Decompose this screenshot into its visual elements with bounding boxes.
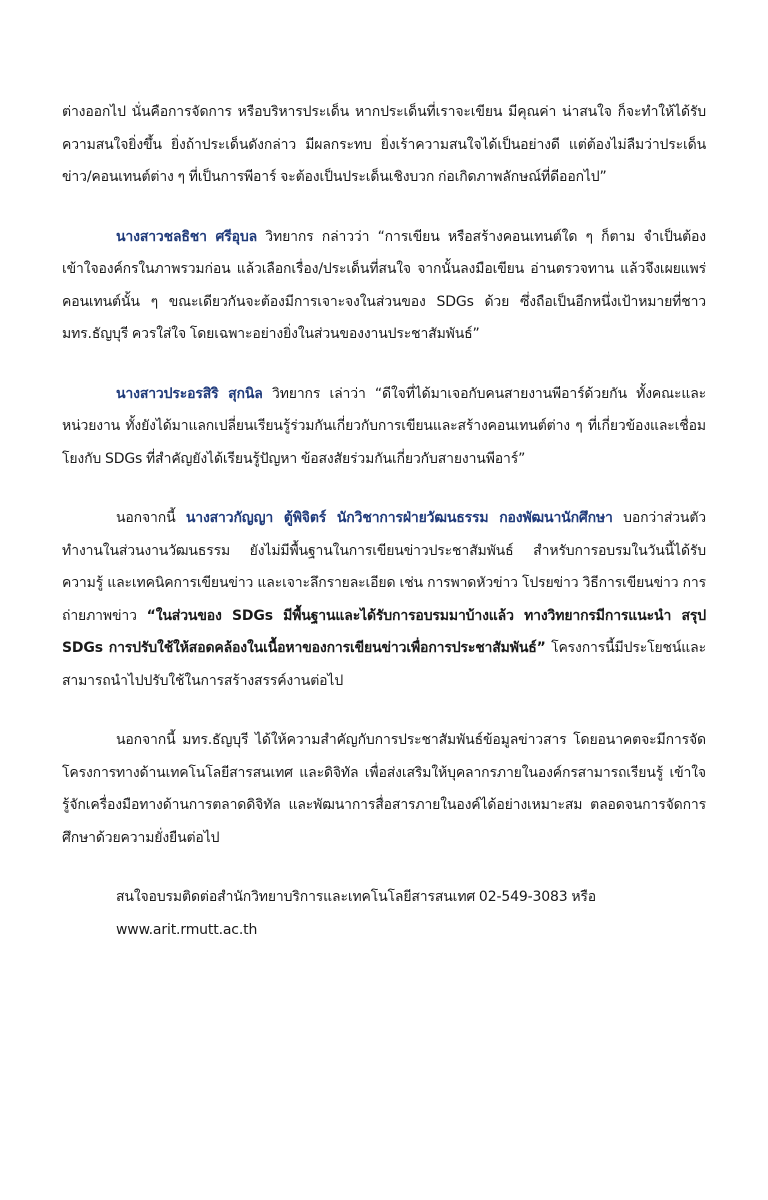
paragraph-2-text: วิทยากร กล่าวว่า “การเขียน หรือสร้างคอนเทนต์ใด ๆ ก็ตาม จำเป็นต้องเข้าใจองค์กรในภาพรวมก่อน แล้วเลือกเรื่อง/ประเด็นที่สนใจ จากนั้นลงมือเขียน อ่านตรวจทาน แล้วจึงเผยแพร่คอนเทนต์นั้น ๆ ขณะเดียวกันจะต้องมีการเจาะจงในส่วนของ SDGs ด้วย ซึ่งถือเป็นอีกหนึ่งเป้าหมายที่ชาว มทร.ธัญบุรี ควรใส่ใจ โดยเฉพาะอย่างยิ่งในส่วนของงานประชาสัมพันธ์” bbox=[62, 228, 706, 342]
speaker-name: นางสาวประอรสิริ สุกนิล bbox=[116, 385, 263, 402]
paragraph-1 bbox=[62, 96, 706, 194]
contact-text: สนใจอบรมติดต่อสำนักวิทยาบริการและเทคโนโลยีสารสนเทศ 02-549-3083 หรือ www.arit.rmutt.ac.th bbox=[116, 889, 597, 938]
participant-name: นางสาวกัญญา ตู้พิจิตร์ นักวิชาการฝ่ายวัฒนธรรม กองพัฒนานักศึกษา bbox=[185, 510, 613, 526]
paragraph-4 bbox=[62, 502, 706, 697]
paragraph-2 bbox=[62, 221, 706, 351]
paragraph-3 bbox=[62, 378, 706, 476]
paragraph-3-text: วิทยากร เล่าว่า “ดีใจที่ได้มาเจอกับคนสายงานพีอาร์ด้วยกัน ทั้งคณะและหน่วยงาน ทั้งยังได้มาแลกเปลี่ยนเรียนรู้ร่วมกันเกี่ยวกับการเขียนและสร้างคอนเทนต์ต่าง ๆ ที่เกี่ยวข้องและเชื่อมโยงกับ SDGs ที่สำคัญยังได้เรียนรู้ปัญหา ข้อสงสัยร่วมกันเกี่ยวกับสายงานพีอาร์” bbox=[62, 385, 706, 467]
speaker-name: นางสาวชลธิชา ศรีอุบล bbox=[116, 228, 258, 245]
contact-line bbox=[62, 881, 706, 946]
paragraph-5-text: นอกจากนี้ มทร.ธัญบุรี ได้ให้ความสำคัญกับการประชาสัมพันธ์ข้อมูลข่าวสาร โดยอนาคตจะมีการจัดโครงการทางด้านเทคโนโลยีสารสนเทศ และดิจิทัล เพื่อส่งเสริมให้บุคลากรภายในองค์กรสามารถเรียนรู้ เข้าใจ รู้จักเครื่องมือทางด้านการตลาดดิจิทัล และพัฒนาการสื่อสารภายในองค์ได้อย่างเหมาะสม ตลอดจนการจัดการศึกษาด้วยความยั่งยืนต่อไป bbox=[62, 732, 706, 846]
paragraph-4-text-a: บอกว่าส่วนตัวทำงานในส่วนงานวัฒนธรรม ยังไม่มีพื้นฐานในการเขียนข่าวประชาสัมพันธ์ สำหรับการอบรมในวันนี้ได้รับความรู้ และเทคนิคการเขียนข่าว และเจาะลึกรายละเอียด เช่น การพาดหัวข่าว โปรยข่าว วิธีการเขียนข่าว การถ่ายภาพข่าว bbox=[62, 510, 707, 624]
paragraph-4-lead: นอกจากนี้ bbox=[116, 510, 186, 526]
participant-quote: “ในส่วนของ SDGs มีพื้นฐานและได้รับการอบรมมาบ้างแล้ว ทางวิทยากรมีการแนะนำ สรุป SDGs การปรับใช้ให้สอดคล้องในเนื้อหาของการเขียนข่าวเพื่อการประชาสัมพันธ์” bbox=[62, 607, 706, 656]
paragraph-1-text: ต่างออกไป นั่นคือการจัดการ หรือบริหารประเด็น หากประเด็นที่เราจะเขียน มีคุณค่า น่าสนใจ ก็จะทำให้ได้รับความสนใจยิ่งขึ้น ยิ่งถ้าประเด็นดังกล่าว มีผลกระทบ ยิ่งเร้าความสนใจได้เป็นอย่างดี แต่ต้องไม่ลืมว่าประเด็นข่าว/คอนเทนต์ต่าง ๆ ที่เป็นการพีอาร์ จะต้องเป็นประเด็นเชิงบวก ก่อเกิดภาพลักษณ์ที่ดีออกไป” bbox=[62, 104, 706, 185]
paragraph-4-text-b: โครงการนี้มีประโยชน์และสามารถนำไปปรับใช้ในการสร้างสรรค์งานต่อไป bbox=[62, 640, 706, 689]
paragraph-5 bbox=[62, 724, 706, 854]
